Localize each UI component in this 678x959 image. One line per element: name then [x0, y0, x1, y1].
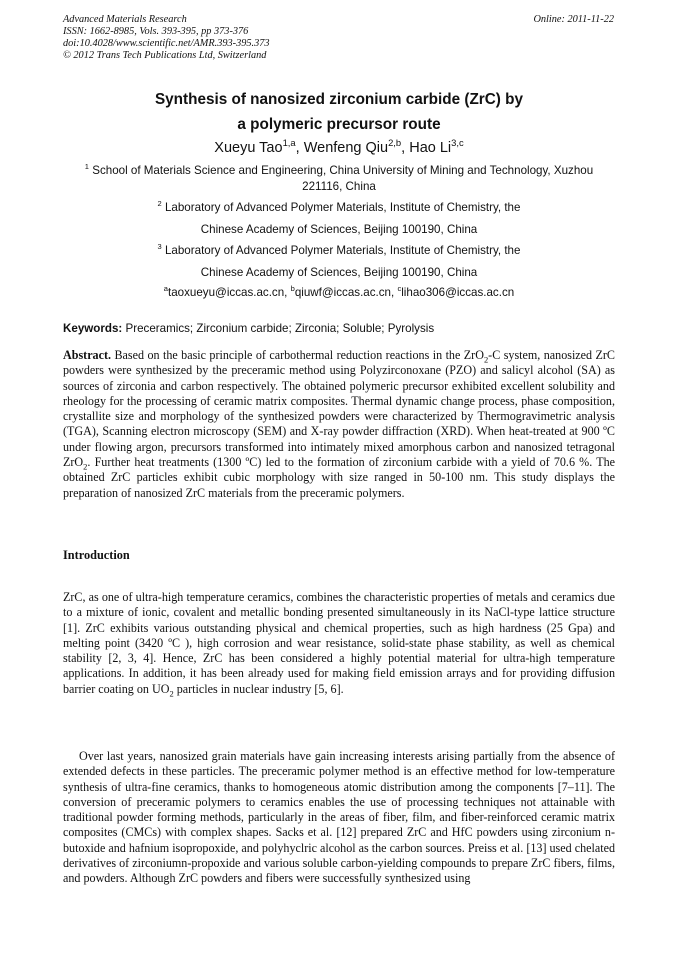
affiliation-1 [63, 163, 615, 195]
abstract-text: . Further heat treatments (1300 ºC) led to the formation of zirconium carbide with a yield of 70.6 %. The obtained ZrC particles exhibit cubic morphology with size ranged in 50-100 nm. This study displays the preparation of nanosized ZrC materials from the preceramic polymers. [63, 455, 615, 500]
abstract-paragraph [63, 348, 615, 501]
affiliation-text: Chinese Academy of Sciences, Beijing 100190, China [200, 266, 478, 279]
paper-title-line2: a polymeric precursor route [237, 116, 441, 133]
paper-title-line1: Synthesis of nanosized zirconium carbide (ZrC) by [154, 91, 524, 108]
affiliation-text: 221116, China [302, 180, 376, 193]
abstract-text: -C system, nanosized ZrC powders were synthesized by the preceramic method using Polyzirconoxane (PZO) and salicyl alcohol (SA) as sources of zirconia and carbon respectively. The obtained polymeric precursor exhibited excellent solubility and rheology for the processing of ceramic matrix composites. Thermal dynamic change process, phase composition, crystallite size and morphology of the synthesized powders were characterized by Thermogravimetric analysis (TGA), Scanning electron microscopy (SEM) and X-ray powder diffraction (XRD). When heat-treated at 900 ºC under flowing argon, precursors transformed into intimately mixed amorphous carbon and nanosized tetragonal ZrO [63, 348, 616, 470]
affiliation-text: Chinese Academy of Sciences, Beijing 100190, China [200, 223, 478, 236]
author-separator: , [401, 140, 410, 156]
journal-header [63, 14, 270, 62]
subscript: 2 [169, 688, 174, 699]
online-date: Online: 2011-11-22 [533, 14, 614, 25]
intro-text: particles in nuclear industry [5, 6]. [173, 681, 344, 696]
doi-line: doi:10.4028/www.scientific.net/AMR.393-395.373 [63, 38, 270, 49]
email-address: taoxueyu@iccas.ac.cn [168, 286, 285, 299]
email-address: lihao306@iccas.ac.cn [401, 286, 515, 299]
abstract-label: Abstract. [63, 348, 112, 362]
affiliation-3 [63, 243, 615, 281]
email-address: qiuwf@iccas.ac.cn [294, 286, 392, 299]
affiliation-superscript: 2 [157, 199, 162, 209]
affiliation-superscript: 1 [84, 162, 89, 172]
email-separator: , [391, 286, 398, 299]
author-emails [63, 285, 615, 301]
email-separator: , [284, 286, 291, 299]
keywords-label: Keywords: [63, 322, 123, 335]
author-superscript: 1,a [282, 137, 296, 149]
affiliation-text: Laboratory of Advanced Polymer Materials, Institute of Chemistry, the [164, 201, 521, 214]
author-list [63, 137, 615, 156]
author-name: Wenfeng Qiu [303, 140, 389, 156]
section-heading-introduction: Introduction [63, 548, 130, 562]
affiliation-text: School of Materials Science and Engineering, China University of Mining and Technology, Xuzhou [92, 164, 594, 177]
intro-paragraph-2: Over last years, nanosized grain materials have gain increasing interests arising partially from the absence of extended defects in these particles. The preceramic polymer method is an effective method for low-temperature synthesis of ultra-fine ceramics, thanks to homogeneous atomic distribution among the components [7–11]. The conversion of preceramic polymers to ceramics enables the use of processing techniques not attainable with traditional powder forming methods, particularly in the areas of fiber, film, and fiber-reinforced ceramic matrix composites (CMCs) with complex shapes. Sacks et al. [12] prepared ZrC and HfC powders using zirconium n-butoxide and hafnium isopropoxide, and polyhyclric alcohol as the carbon sources. Preiss et al. [13] used chelated derivatives of zirconiumn-propoxide and various soluble carbon-yielding compounds to prepare ZrC fibers, films, and powders. Although ZrC powders and fibers were successfully synthesized using [63, 749, 615, 886]
intro-text: ZrC, as one of ultra-high temperature ceramics, combines the characteristic properties of metals and ceramics due to a mixture of ionic, covalent and metallic bonding presented simultaneously in its NaCl-type lattice structure [1]. ZrC exhibits various outstanding physical and chemical properties, such as high hardness (25 Gpa) and melting point (3420 ºC ), high corrosion and wear resistance, solid-state phase stability, as well as chemical stability [2, 3, 4]. Hence, ZrC has been considered a highly potential material for ultra-high temperature applications. In addition, it has been already used for making field emission arrays and for providing diffusion barrier coating on UO [63, 590, 615, 696]
affiliation-text: Laboratory of Advanced Polymer Materials, Institute of Chemistry, the [164, 244, 521, 257]
journal-name: Advanced Materials Research [63, 14, 187, 25]
keywords-text: Preceramics; Zirconium carbide; Zirconia; Soluble; Pyrolysis [122, 322, 435, 335]
copyright-line: © 2012 Trans Tech Publications Ltd, Switzerland [63, 50, 267, 61]
issn-line: ISSN: 1662-8985, Vols. 393-395, pp 373-376 [63, 26, 249, 37]
author-superscript: 3,c [451, 137, 464, 149]
abstract-text: Based on the basic principle of carbothermal reduction reactions in the ZrO [111, 348, 484, 362]
email-superscript: a [163, 284, 168, 294]
subscript: 2 [483, 354, 489, 365]
keywords-line [63, 322, 434, 335]
email-superscript: c [397, 284, 402, 294]
email-superscript: b [290, 284, 295, 294]
affiliation-superscript: 3 [157, 242, 162, 252]
author-superscript: 2,b [388, 137, 402, 149]
subscript: 2 [83, 461, 88, 472]
author-name: Xueyu Tao [214, 140, 283, 156]
author-separator: , [295, 140, 304, 156]
intro-paragraph-1 [63, 590, 615, 697]
author-name: Hao Li [409, 140, 452, 156]
affiliation-2 [63, 200, 615, 238]
